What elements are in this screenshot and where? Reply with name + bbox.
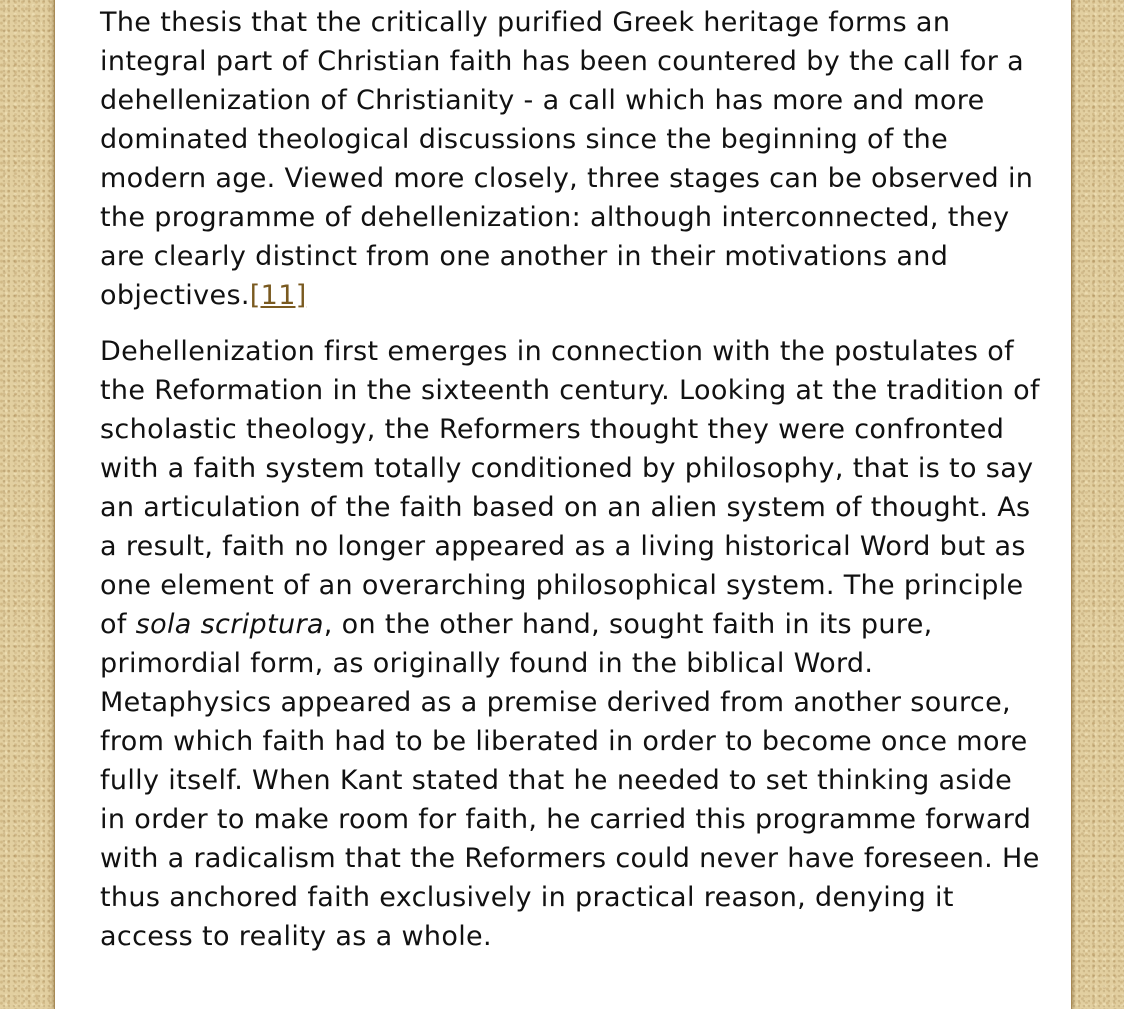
paragraph-2-text-start: Dehellenization first emerges in connection with the postulates of the Reformation in the sixteenth century. Looking at the tradition of scholastic theology, the Reformers thought they were confronted with a faith system totally conditioned by philosophy, that is to say an articulation of the faith based on an alien system of thought. As a result, faith no longer appeared as a living historical Word but as one element of an overarching philosophical system. The principle of [100,336,1040,640]
article-body [100,3,1040,973]
sola-scriptura-italic: sola scriptura [135,609,324,640]
paragraph-2-text-end: , on the other hand, sought faith in its pure, primordial form, as originally found in the biblical Word. Metaphysics appeared as a premise derived from another source, from which faith had to be liberated in order to become once more fully itself. When Kant stated that he needed to set thinking aside in order to make room for faith, he carried this programme forward with a radicalism that the Reformers could never have foreseen. He thus anchored faith exclusively in practical reason, denying it access to reality as a whole. [100,609,1040,952]
footnote-link-11[interactable]: [11] [249,280,307,311]
page-panel [54,0,1072,1009]
paragraph-1 [100,3,1040,315]
paragraph-1-text: The thesis that the critically purified Greek heritage forms an integral part of Christian faith has been countered by the call for a dehellenization of Christianity - a call which has more and more dominated theological discussions since the beginning of the modern age. Viewed more closely, three stages can be observed in the programme of dehellenization: although interconnected, they are clearly distinct from one another in their motivations and objectives. [100,7,1034,311]
paragraph-2 [100,332,1040,956]
